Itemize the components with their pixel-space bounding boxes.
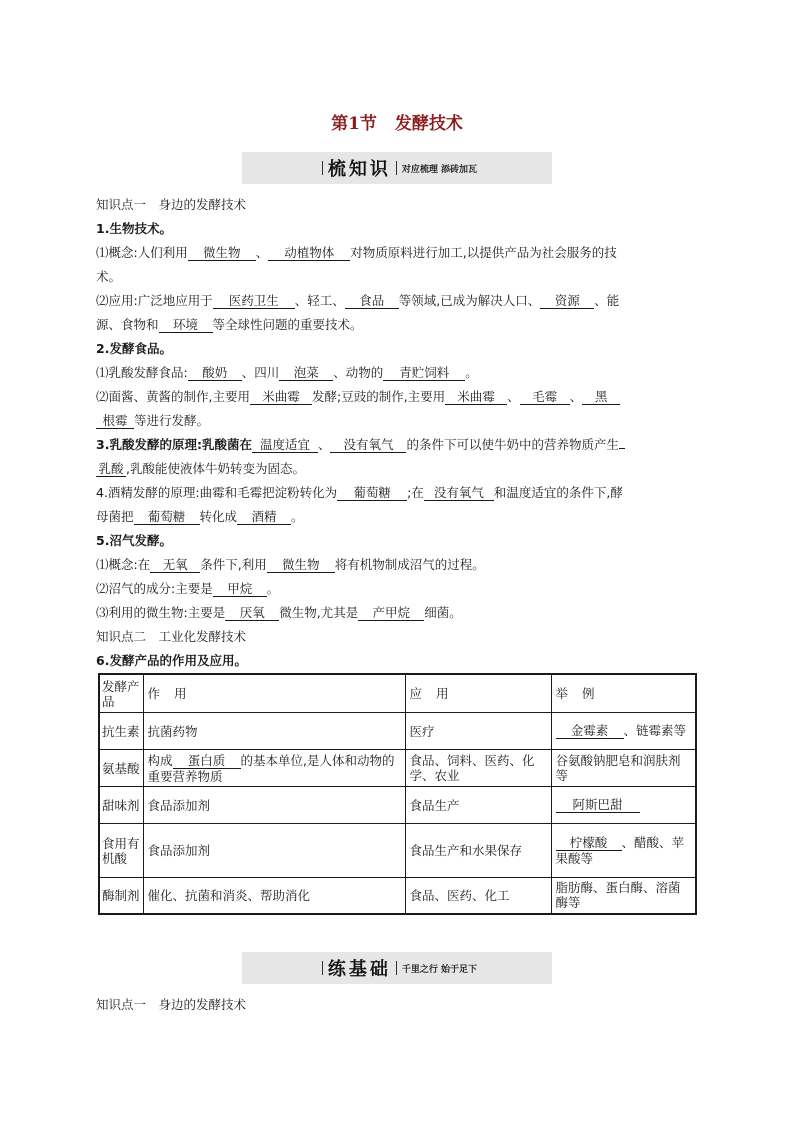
answer-blank: 阿斯巴甜 bbox=[556, 797, 640, 813]
example-cell: 谷氨酸钠肥皂和润肤剂等 bbox=[551, 750, 696, 787]
answer-blank: 蛋白质 bbox=[173, 753, 241, 769]
application-cell: 医疗 bbox=[405, 713, 551, 750]
item-heading: 5.沼气发酵。 bbox=[96, 533, 172, 548]
answer-blank: 柠檬酸 bbox=[556, 835, 622, 851]
table-row bbox=[99, 750, 696, 787]
answer-blank-start bbox=[619, 448, 625, 449]
answer-blank: 动植物体 bbox=[268, 245, 350, 261]
practice-section bbox=[96, 993, 696, 1017]
banner-divider bbox=[396, 161, 397, 175]
example-cell: 柠檬酸 、醋酸、苹果酸等 bbox=[551, 824, 696, 878]
item-heading: 1.生物技术。 bbox=[96, 221, 172, 236]
text-line: ⑴概念:在 无氧 条件下,利用 微生物 将有机物制成沼气的过程。 bbox=[96, 557, 485, 572]
knowledge-point-heading: 知识点一 身边的发酵技术 bbox=[96, 197, 247, 212]
answer-blank: 医药卫生 bbox=[213, 293, 295, 309]
product-cell: 食用有机酸 bbox=[99, 824, 143, 878]
example-cell: 金霉素 、链霉素等 bbox=[551, 713, 696, 750]
effect-cell: 抗菌药物 bbox=[143, 713, 405, 750]
text-line: 术。 bbox=[96, 269, 122, 284]
text-line: 3.乳酸发酵的原理:乳酸菌在 温度适宜 、 没有氧气 的条件下可以使牛奶中的营养物质产生 bbox=[96, 433, 696, 457]
answer-blank: 毛霉 bbox=[520, 389, 570, 405]
banner-basic-practice bbox=[242, 952, 552, 984]
item-heading: 2.发酵食品。 bbox=[96, 341, 172, 356]
answer-blank: 青贮饲料 bbox=[383, 365, 465, 381]
effect-cell: 催化、抗菌和消炎、帮助消化 bbox=[143, 878, 405, 914]
text-line: ⑵沼气的成分:主要是 甲烷 。 bbox=[96, 581, 280, 596]
application-cell: 食品、医药、化工 bbox=[405, 878, 551, 914]
answer-blank: 根霉 bbox=[96, 413, 134, 429]
answer-blank: 微生物 bbox=[267, 557, 335, 573]
answer-blank: 食品 bbox=[345, 293, 399, 309]
answer-blank: 黑 bbox=[582, 389, 620, 405]
table-row bbox=[99, 878, 696, 914]
table-row bbox=[99, 713, 696, 750]
page-title bbox=[0, 109, 794, 134]
answer-blank: 厌氧 bbox=[225, 605, 279, 621]
answer-blank: 酸奶 bbox=[188, 365, 242, 381]
knowledge-point-heading: 知识点二 工业化发酵技术 bbox=[96, 629, 247, 644]
answer-blank: 资源 bbox=[540, 293, 594, 309]
knowledge-point-heading: 知识点一 身边的发酵技术 bbox=[96, 997, 247, 1012]
answer-blank: 无氧 bbox=[150, 557, 200, 573]
knowledge-summary bbox=[96, 193, 696, 673]
answer-blank: 没有氧气 bbox=[330, 437, 406, 453]
answer-blank: 酒精 bbox=[237, 509, 291, 525]
text-line: 4.酒精发酵的原理:曲霉和毛霉把淀粉转化为 葡萄糖 ;在 没有氧气 和温度适宜的条件下,酵 bbox=[96, 485, 623, 500]
banner-subtitle: 对应梳理 添砖加瓦 bbox=[401, 164, 478, 175]
banner-subtitle: 千里之行 始于足下 bbox=[401, 964, 478, 975]
answer-blank: 米曲霉 bbox=[445, 389, 507, 405]
text-line: ⑵应用:广泛地应用于 医药卫生 、轻工、 食品 等领域,已成为解决人口、 资源 、能 bbox=[96, 293, 620, 308]
table-header-cell: 作用 bbox=[143, 674, 405, 713]
application-cell: 食品、饲料、医药、化学、农业 bbox=[405, 750, 551, 787]
effect-cell: 食品添加剂 bbox=[143, 787, 405, 824]
table-header-cell: 应用 bbox=[405, 674, 551, 713]
example-cell bbox=[551, 787, 696, 824]
product-cell: 甜味剂 bbox=[99, 787, 143, 824]
answer-blank: 甲烷 bbox=[213, 581, 267, 597]
text-line: ⑶利用的微生物:主要是 厌氧 微生物,尤其是 产甲烷 细菌。 bbox=[96, 605, 462, 620]
answer-blank: 泡菜 bbox=[279, 365, 333, 381]
table-row bbox=[99, 824, 696, 878]
banner-divider bbox=[322, 961, 323, 975]
answer-blank: 葡萄糖 bbox=[337, 485, 407, 501]
effect-cell: 食品添加剂 bbox=[143, 824, 405, 878]
text-line: 母菌把 葡萄糖 转化成 酒精 。 bbox=[96, 509, 304, 524]
table-row bbox=[99, 787, 696, 824]
banner-divider bbox=[396, 961, 397, 975]
table-header-cell: 举例 bbox=[551, 674, 696, 713]
answer-blank: 乳酸 bbox=[96, 461, 126, 477]
product-cell: 酶制剂 bbox=[99, 878, 143, 914]
answer-blank: 米曲霉 bbox=[250, 389, 312, 405]
table-header-row bbox=[99, 674, 696, 713]
application-cell: 食品生产和水果保存 bbox=[405, 824, 551, 878]
answer-blank: 葡萄糖 bbox=[134, 509, 200, 525]
application-cell: 食品生产 bbox=[405, 787, 551, 824]
product-cell: 抗生素 bbox=[99, 713, 143, 750]
text-line: 源、食物和 环境 等全球性问题的重要技术。 bbox=[96, 317, 363, 332]
text-line: ⑵面酱、黄酱的制作,主要用 米曲霉 发酵;豆豉的制作,主要用 米曲霉 、 毛霉 、 黑 bbox=[96, 385, 696, 409]
section-title: 发酵技术 bbox=[394, 114, 463, 134]
answer-blank: 没有氧气 bbox=[424, 485, 494, 501]
banner-heading: 练基础 bbox=[327, 959, 391, 980]
banner-heading: 梳知识 bbox=[327, 159, 391, 180]
text-line: 根霉 等进行发酵。 bbox=[96, 409, 696, 433]
example-cell: 脂肪酶、蛋白酶、溶菌酶等 bbox=[551, 878, 696, 914]
answer-blank: 微生物 bbox=[188, 245, 256, 261]
text-line: ⑴概念:人们利用 微生物 、 动植物体 对物质原料进行加工,以提供产品为社会服务的技 bbox=[96, 245, 617, 260]
effect-cell: 构成 蛋白质 的基本单位,是人体和动物的重要营养物质 bbox=[143, 750, 405, 787]
product-cell: 氨基酸 bbox=[99, 750, 143, 787]
answer-blank: 环境 bbox=[159, 317, 213, 333]
answer-blank: 产甲烷 bbox=[358, 605, 424, 621]
table-header-cell: 发酵产品 bbox=[99, 674, 143, 713]
banner-review-knowledge bbox=[242, 152, 552, 184]
answer-blank: 金霉素 bbox=[556, 723, 624, 739]
section-number: 第1节 bbox=[331, 114, 377, 134]
text-line: ⑴乳酸发酵食品: 酸奶 、四川 泡菜 、动物的 青贮饲料 。 bbox=[96, 365, 478, 380]
text-line: 乳酸 ,乳酸能使液体牛奶转变为固态。 bbox=[96, 457, 696, 481]
answer-blank: 温度适宜 bbox=[252, 437, 318, 453]
fermentation-products-table bbox=[98, 673, 697, 915]
item-heading: 6.发酵产品的作用及应用。 bbox=[96, 653, 247, 668]
banner-divider bbox=[322, 161, 323, 175]
